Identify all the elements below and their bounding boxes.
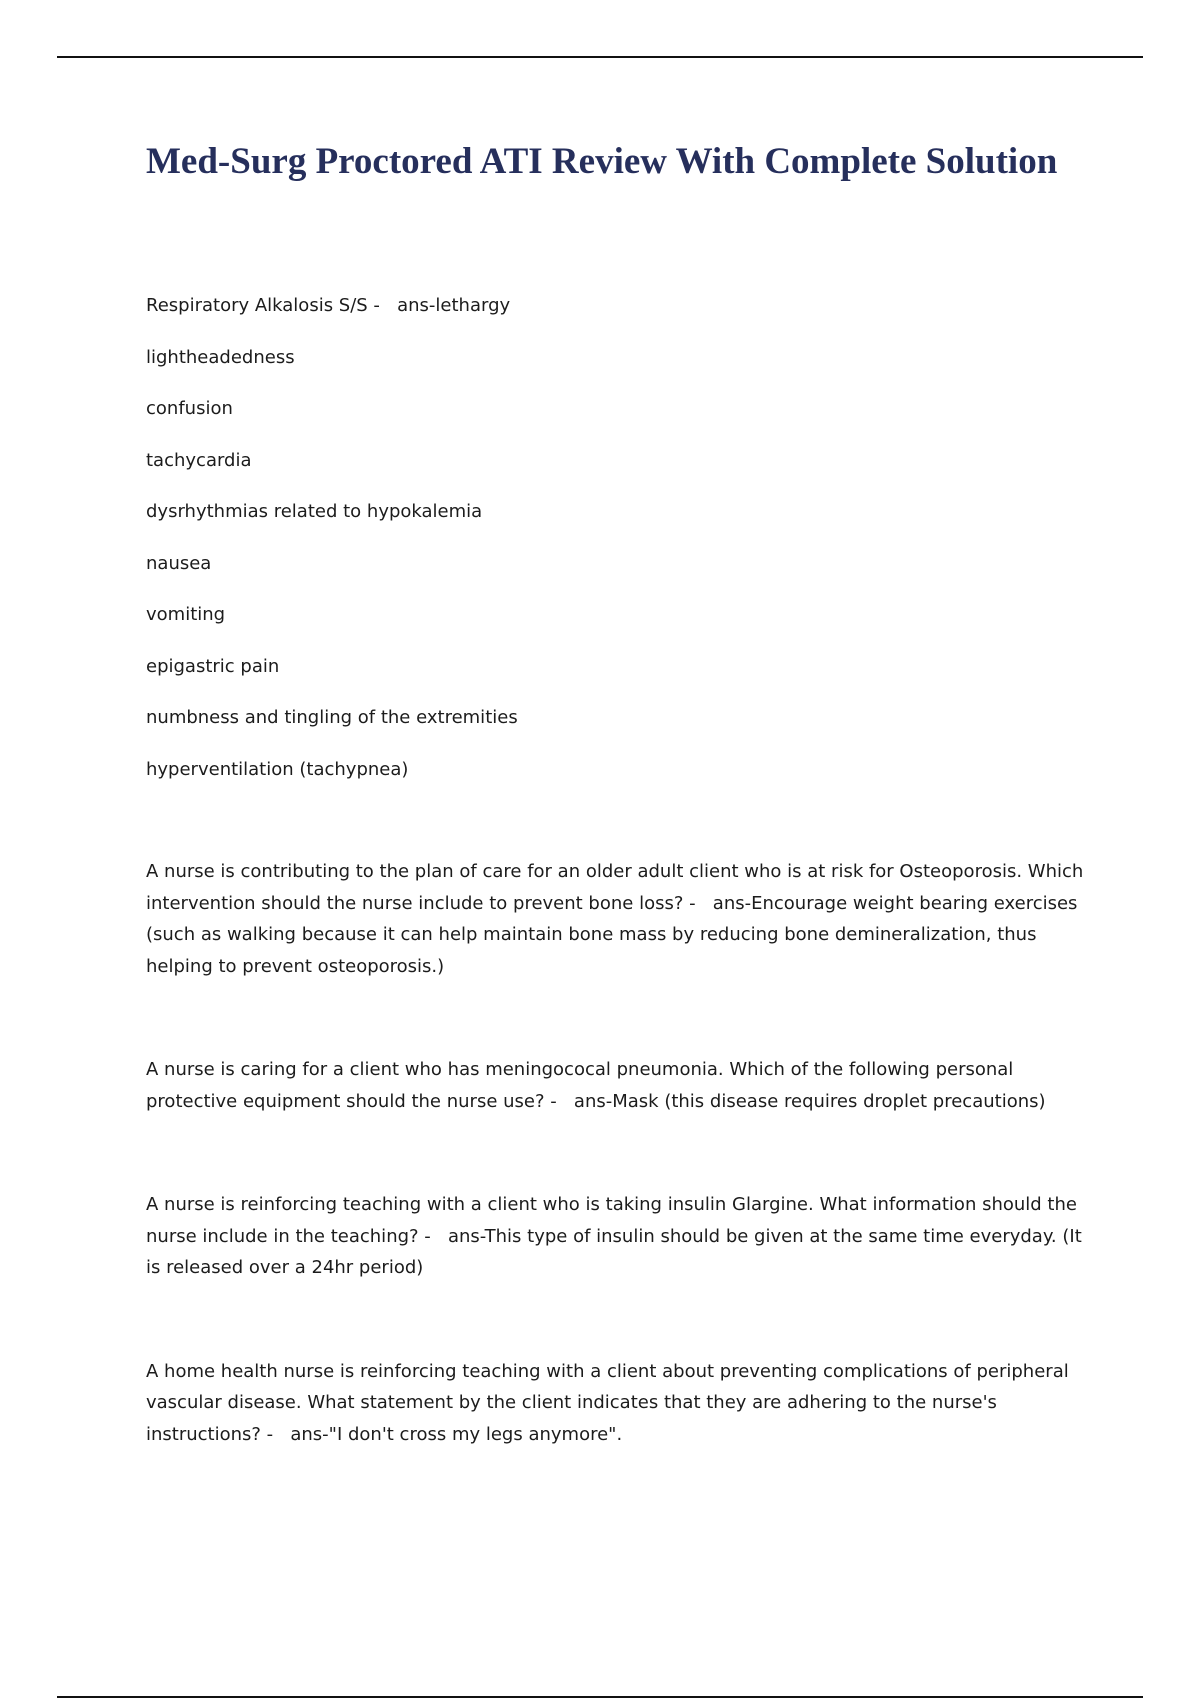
list-item: dysrhythmias related to hypokalemia	[146, 501, 483, 522]
list-item: nausea	[146, 552, 212, 574]
answer-text: ans-This type of insulin should be given at the same time everyday. (It is released over a 24hr period)	[146, 1225, 1082, 1278]
question-text: A home health nurse is reinforcing teaching with a client about preventing complications of peripheral vascular disease. What statement by the client indicates that they are adhering to the nurse's instructions? -	[146, 1360, 1069, 1445]
document-title: Med-Surg Proctored ATI Review With Complete Solution	[146, 141, 1058, 182]
list-item: confusion	[146, 398, 233, 419]
list-item: vomiting	[146, 604, 226, 625]
qa-item	[146, 1189, 1086, 1284]
list-item: numbness and tingling of the extremities	[146, 707, 518, 728]
qa-item	[146, 856, 1086, 982]
top-rule	[57, 56, 1143, 58]
qa-item	[146, 1054, 1086, 1117]
list-item: hyperventilation (tachypnea)	[146, 758, 409, 780]
answer-text: ans-lethargy	[397, 295, 511, 316]
list-item	[146, 290, 1086, 322]
list-item: epigastric pain	[146, 655, 280, 677]
document-body	[146, 290, 1086, 1450]
question-text: A nurse is caring for a client who has meningococal pneumonia. Which of the following personal protective equipment should the nurse use? -	[146, 1059, 1014, 1112]
answer-text: ans-"I don't cross my legs anymore".	[290, 1423, 623, 1445]
list-item: tachycardia	[146, 449, 252, 471]
question-text: A nurse is reinforcing teaching with a client who is taking insulin Glargine. What information should the nurse include in the teaching? -	[146, 1194, 1077, 1247]
list-item: lightheadedness	[146, 346, 295, 368]
qa-item	[146, 1356, 1086, 1451]
symptom-list	[146, 290, 1086, 785]
question-text: Respiratory Alkalosis S/S -	[146, 295, 380, 316]
answer-text: ans-Mask (this disease requires droplet precautions)	[573, 1090, 1046, 1112]
bottom-rule	[57, 1696, 1143, 1698]
answer-text: ans-Encourage weight bearing exercises (such as walking because it can help maintain bone mass by reducing bone demineralization, thus helping to prevent osteoporosis.)	[146, 892, 1078, 977]
question-text: A nurse is contributing to the plan of care for an older adult client who is at risk for Osteoporosis. Which intervention should the nurse include to prevent bone loss? -	[146, 861, 1084, 914]
